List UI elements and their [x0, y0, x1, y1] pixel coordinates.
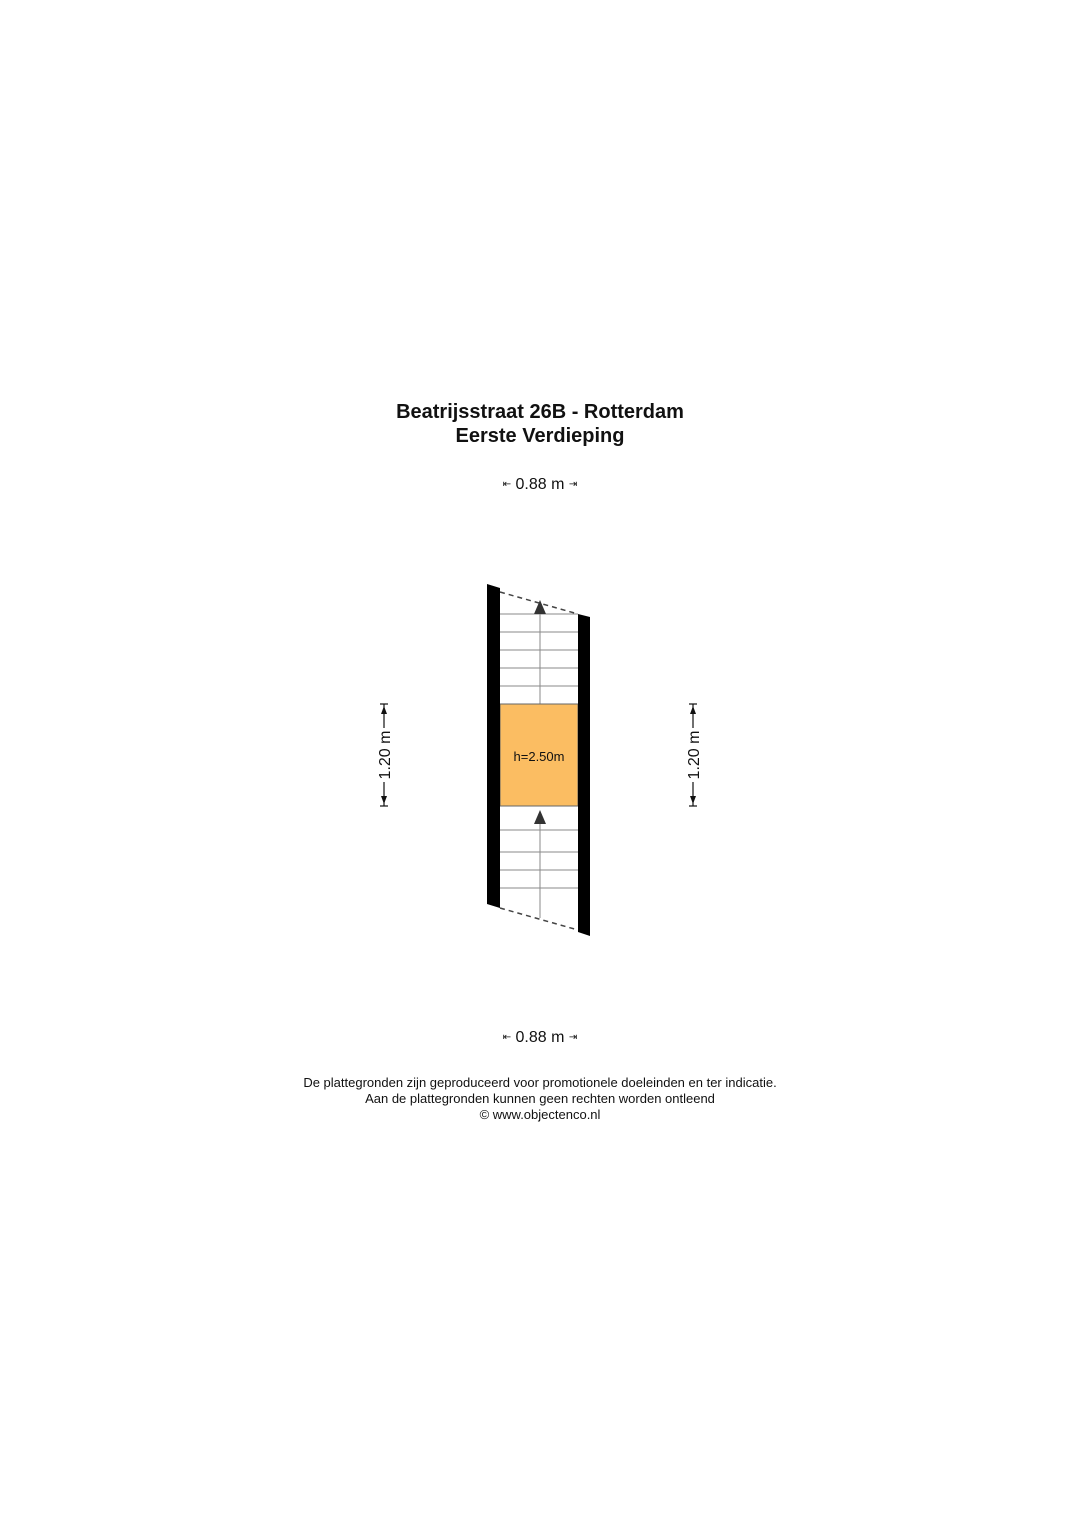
- landing-height-label: h=2.50m: [513, 749, 565, 764]
- disclaimer-line-2: Aan de plattegronden kunnen geen rechten worden ontleend: [365, 1091, 715, 1106]
- dimension-left-arrow-icon: ⇤: [502, 479, 512, 490]
- dimension-bottom: [0, 1028, 1080, 1048]
- dimension-right: [683, 704, 703, 806]
- dimension-right-label: 1.20 m: [686, 730, 703, 780]
- dimension-right-arrow-icon: ⇥: [568, 479, 578, 490]
- floor-name: Eerste Verdieping: [455, 425, 625, 447]
- disclaimer-line-1: De plattegronden zijn geproduceerd voor promotionele doeleinden en ter indicatie.: [303, 1075, 777, 1090]
- dimension-left-arrow-icon-bottom: ⇤: [502, 1032, 512, 1043]
- dimension-left: [374, 704, 394, 806]
- dimension-top-label: 0.88 m: [515, 476, 565, 494]
- right-wall: [578, 614, 590, 936]
- left-wall: [487, 584, 500, 908]
- dimension-bottom-label: 0.88 m: [515, 1029, 565, 1047]
- dimension-right-arrow-icon-bottom: ⇥: [568, 1032, 578, 1043]
- copyright-line: © www.objectenco.nl: [479, 1107, 601, 1122]
- plan-title: Beatrijsstraat 26B - Rotterdam: [396, 401, 684, 423]
- dimension-left-label: 1.20 m: [377, 730, 394, 780]
